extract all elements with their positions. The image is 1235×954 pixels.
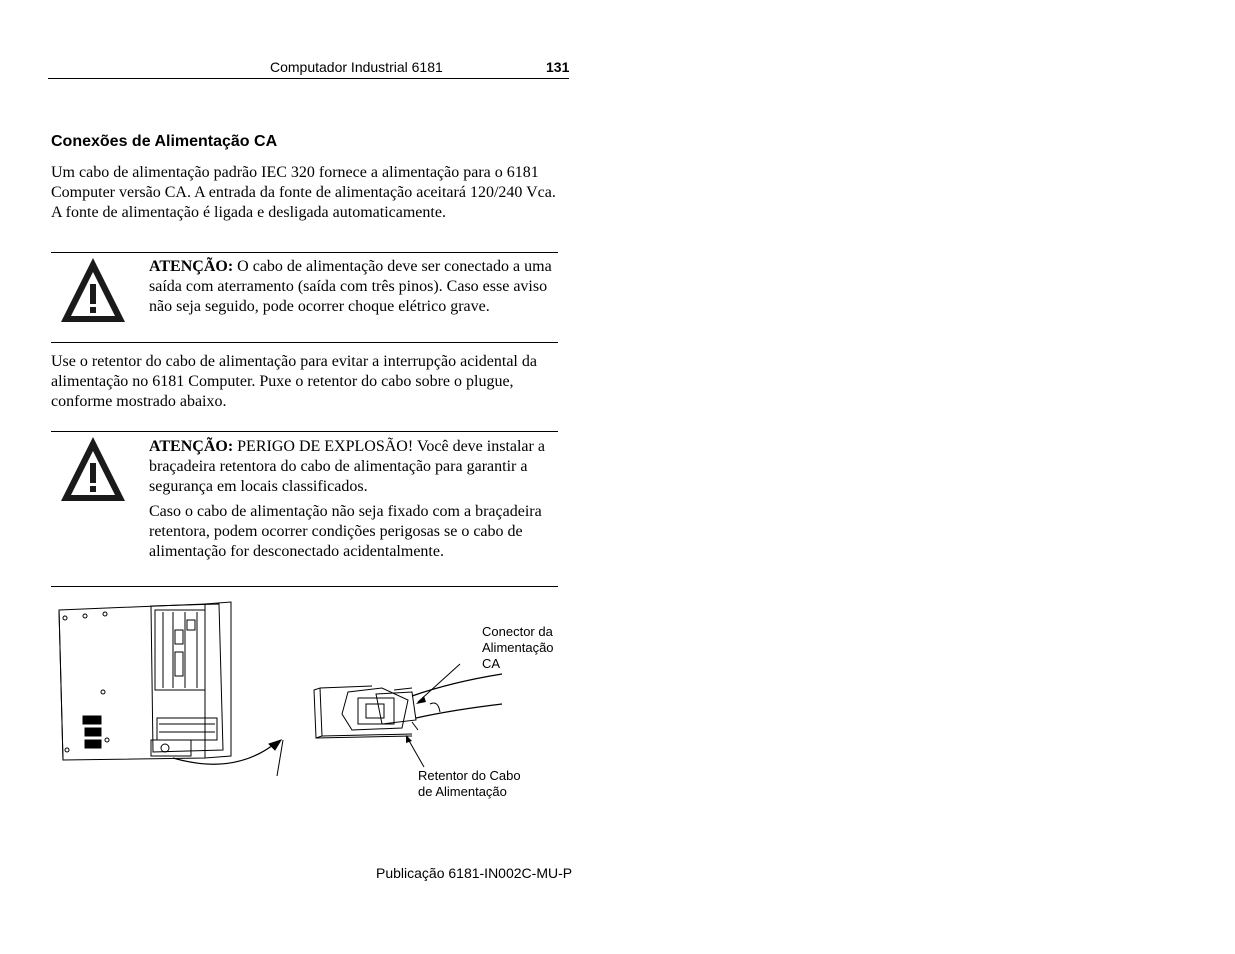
header-rule — [48, 78, 569, 79]
warning-text — [149, 437, 554, 567]
section-heading: Conexões de Alimentação CA — [51, 133, 278, 150]
warning-label: ATENÇÃO: — [149, 258, 234, 275]
publication-footer: Publicação 6181-IN002C-MU-P — [376, 865, 573, 881]
warning-top-rule — [51, 431, 558, 432]
running-header: Computador Industrial 6181 — [270, 59, 443, 75]
warning-body-continued: Caso o cabo de alimentação não seja fixado com a braçadeira retentora, podem ocorrer condições perigosas se o cabo de alimentação for desconectado acidentalmente. — [149, 503, 542, 560]
retainer-paragraph: Use o retentor do cabo de alimentação para evitar a interrupção acidental da alimentação no 6181 Computer. Puxe o retentor do cabo sobre o plugue, conforme mostrado abaixo. — [51, 353, 537, 410]
callout-connector — [482, 624, 554, 672]
warning-triangle-icon — [59, 435, 127, 508]
callout-line: Alimentação — [482, 640, 554, 655]
callout-line: de Alimentação — [418, 784, 507, 799]
computer-rear-illustration — [55, 600, 290, 785]
warning-bottom-rule — [51, 342, 558, 343]
callout-retainer — [418, 768, 521, 800]
callout-line: CA — [482, 656, 501, 671]
warning-top-rule — [51, 252, 558, 253]
callout-line: Retentor do Cabo — [418, 768, 521, 783]
callout-line: Conector da — [482, 624, 553, 639]
warning-bottom-rule — [51, 586, 558, 587]
warning-triangle-icon — [59, 256, 127, 329]
page-number: 131 — [546, 59, 570, 75]
warning-body: PERIGO DE EXPLOSÃO! Você deve instalar a braçadeira retentora do cabo de alimentação para garantir a segurança em locais classificados. — [149, 438, 545, 495]
intro-paragraph: Um cabo de alimentação padrão IEC 320 fornece a alimentação para o 6181 Computer versão CA. A entrada da fonte de alimentação aceitará 120/240 Vca. A fonte de alimentação é ligada e desligada automaticamente. — [51, 164, 556, 221]
warning-body: O cabo de alimentação deve ser conectado a uma saída com aterramento (saída com três pinos). Caso esse aviso não seja seguido, pode ocorrer choque elétrico grave. — [149, 258, 552, 315]
warning-label: ATENÇÃO: — [149, 438, 234, 455]
warning-text — [149, 257, 554, 322]
